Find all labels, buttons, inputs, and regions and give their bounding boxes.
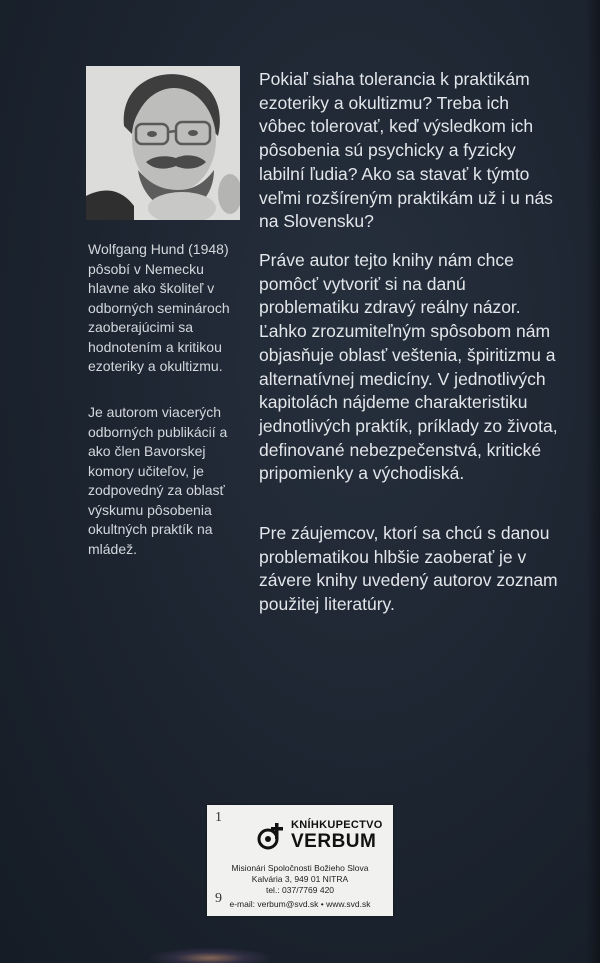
author-photo [86,66,240,220]
sticker-contact-line: e-mail: verbum@svd.sk • www.svd.sk [229,899,371,909]
sticker-phone-line: tel.: 037/7769 420 [265,885,335,895]
blurb-paragraph-2: Práve autor tejto knihy nám chce pomôcť vytvoriť si na danú problematiku zdravý reálny názor. Ľahko zrozumiteľným spôsobom nám objasňuje oblasť veštenia, špiritizmu a alternatívnej medicíny. V jednotlivých kapitolách nájdeme charakteristiku jednotlivých praktík, príklady zo života, definované nebezpečenstvá, kritické pripomienky a východiská. [259,250,558,484]
author-bio: Wolfgang Hund (1948) pôsobí v Nemecku hlavne ako školiteľ v odborných seminároch zaoberajúcimi sa hodnotením a kritikou ezoteriky a okultizmu. [88,241,230,374]
spine-shadow [586,0,600,963]
bookstore-sticker [207,805,393,916]
sticker-number-top: 1 [215,810,222,825]
sticker-brand-top: KNÍHKUPECTVO [291,819,383,831]
author-publications: Je autorom viacerých odborných publikácií a ako člen Bavorskej komory učiteľov, je zodpovedný za oblasť výskumu pôsobenia okultných praktík na mládež. [88,404,228,557]
sticker-address-line: Kalvária 3, 949 01 NITRA [251,874,349,884]
author-portrait-photo [86,66,240,220]
blurb-paragraph-3: Pre záujemcov, ktorí sa chcú s danou problematikou hlbšie zaoberať je v závere knihy uvedený autorov zoznam použitej literatúry. [259,523,558,615]
sticker-org-line: Misionári Spoločnosti Božieho Slova [231,863,369,873]
verbum-logo-icon [257,821,285,851]
sticker-brand-name: VERBUM [291,831,377,852]
sticker-number-bottom: 9 [215,891,222,906]
blurb-paragraph-1: Pokiaľ siaha tolerancia k praktikám ezoteriky a okultizmu? Treba ich vôbec tolerovať, keď výsledkom ich pôsobenia sú psychicky a fyzicky labilní ľudia? Ako sa stavať k týmto veľmi rozšíreným praktikám už i u nás na Slovensku? [259,69,553,232]
light-glare [150,948,270,963]
